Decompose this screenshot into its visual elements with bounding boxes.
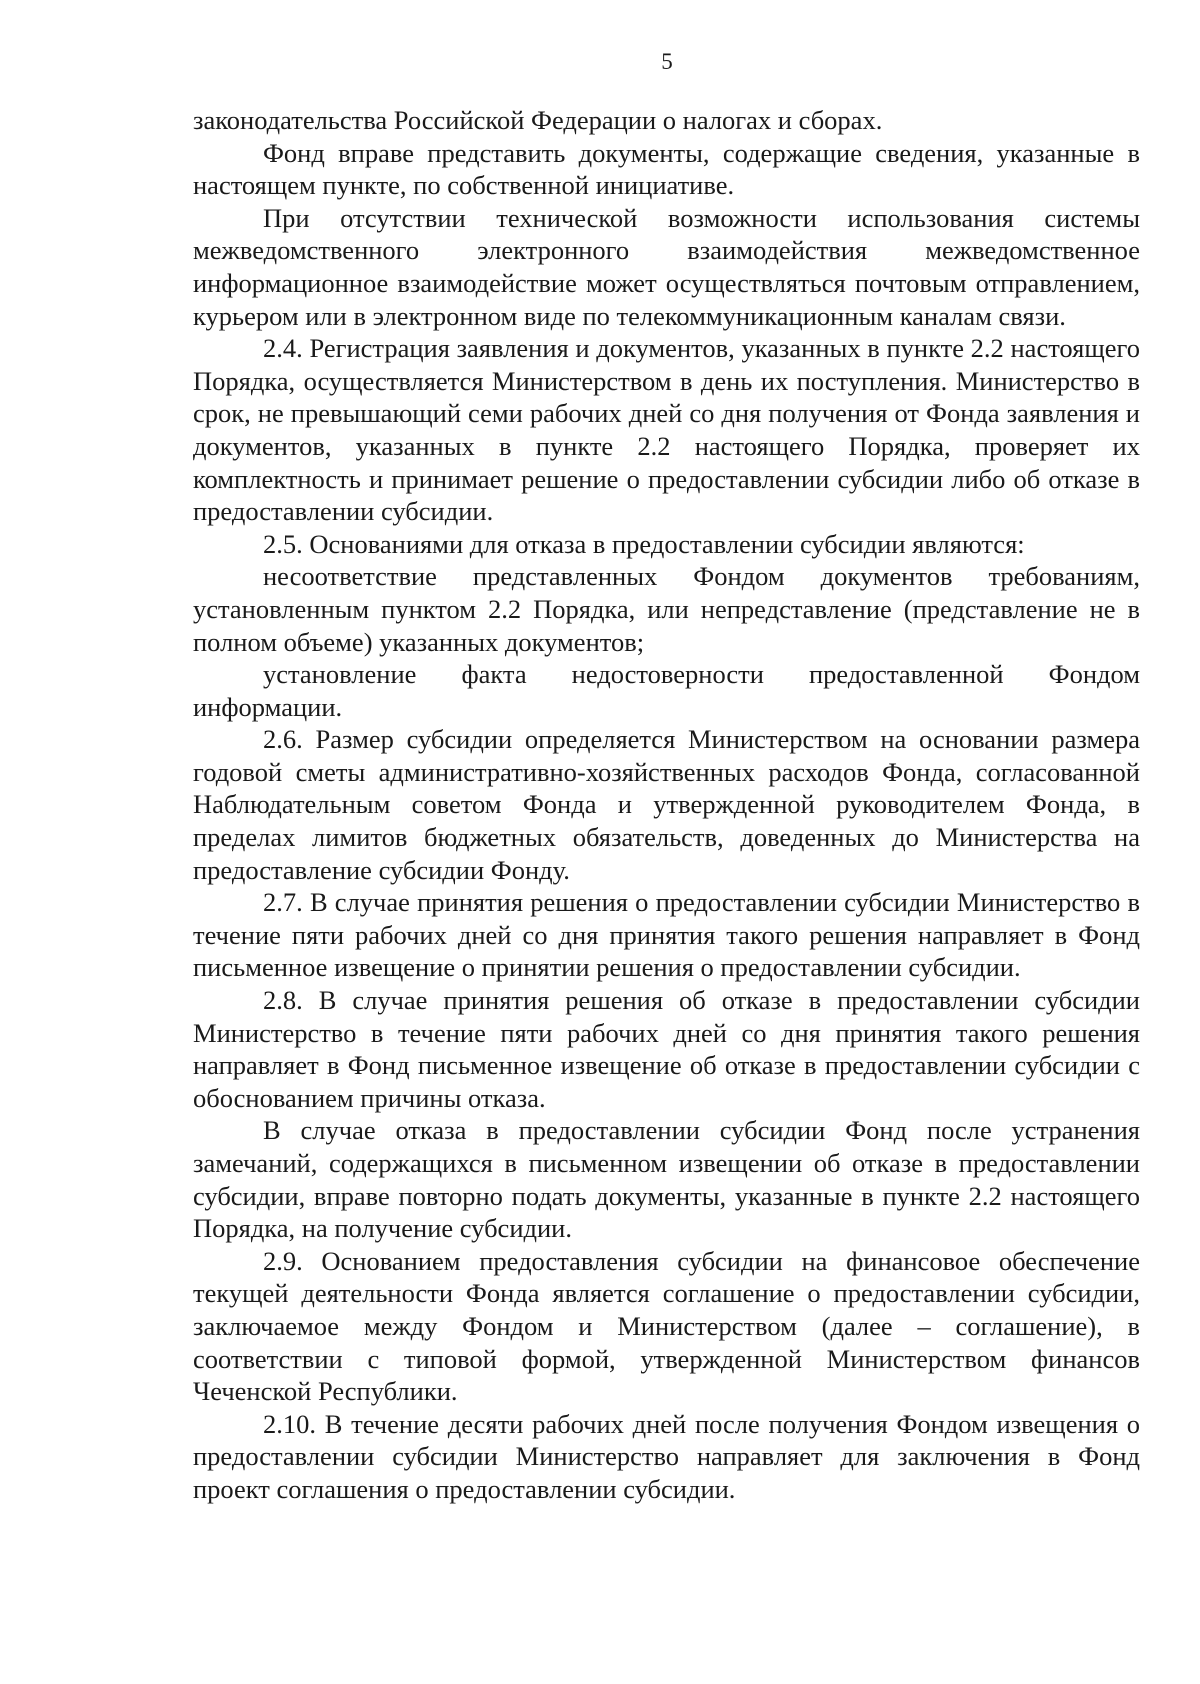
paragraph-2-10: 2.10. В течение десяти рабочих дней после получения Фондом извещения о предоставлении субсидии Министерство направляет для заключения в Фонд проект соглашения о предоставлении субсидии. <box>193 1408 1140 1504</box>
paragraph-2-6: 2.6. Размер субсидии определяется Министерством на основании размера годовой сметы административно-хозяйственных расходов Фонда, согласованной Наблюдательным советом Фонда и утвержденной руководителем Фонда, в пределах лимитов бюджетных обязательств, доведенных до Министерства на предоставление субсидии Фонду. <box>193 724 1140 885</box>
paragraph-refusal-ground-2: установление факта недостоверности предоставленной Фондом информации. <box>193 659 1140 722</box>
page-number: 5 <box>661 49 673 74</box>
paragraph-2-8: 2.8. В случае принятия решения об отказе в предоставлении субсидии Министерство в течение пяти рабочих дней со дня принятия такого решения направляет в Фонд письменное извещение об отказе в предоставлении субсидии с обоснованием причины отказа. <box>193 985 1140 1113</box>
paragraph-fund-right: Фонд вправе представить документы, содержащие сведения, указанные в настоящем пункте, по собственной инициативе. <box>193 137 1140 201</box>
paragraph-refusal-ground-1: несоответствие представленных Фондом документов требованиям, установленным пунктом 2.2 Порядка, или непредставление (представление не в полном объеме) указанных документов; <box>193 561 1140 657</box>
paragraph-2-4: 2.4. Регистрация заявления и документов, указанных в пункте 2.2 настоящего Порядка, осуществляется Министерством в день их поступления. Министерство в срок, не превышающий семи рабочих дней со дня получения от Фонда заявления и документов, указанных в пункте 2.2 настоящего Порядка, проверяет их комплектность и принимает решение о предоставлении субсидии либо об отказе в предоставлении субсидии. <box>193 333 1140 527</box>
paragraph-continuation: законодательства Российской Федерации о налогах и сборах. <box>193 105 883 135</box>
paragraph-interagency: При отсутствии технической возможности использования системы межведомственного электронного взаимодействия межведомственное информационное взаимодействие может осуществляться почтовым отправлением, курьером или в электронном виде по телекоммуникационным каналам связи. <box>193 202 1140 331</box>
paragraph-2-9: 2.9. Основанием предоставления субсидии на финансовое обеспечение текущей деятельности Фонда является соглашение о предоставлении субсидии, заключаемое между Фондом и Министерством (далее – соглашение), в соответствии с типовой формой, утвержденной Министерством финансов Чеченской Республики. <box>193 1245 1140 1407</box>
paragraph-resubmission: В случае отказа в предоставлении субсидии Фонд после устранения замечаний, содержащихся в письменном извещении об отказе в предоставлении субсидии, вправе повторно подать документы, указанные в пункте 2.2 настоящего Порядка, на получение субсидии. <box>193 1115 1140 1244</box>
paragraph-2-7: 2.7. В случае принятия решения о предоставлении субсидии Министерство в течение пяти рабочих дней со дня принятия такого решения направляет в Фонд письменное извещение о принятии решения о предоставлении субсидии. <box>193 887 1140 983</box>
paragraph-2-5: 2.5. Основаниями для отказа в предоставлении субсидии являются: <box>263 528 1025 559</box>
document-body <box>193 104 1140 1506</box>
